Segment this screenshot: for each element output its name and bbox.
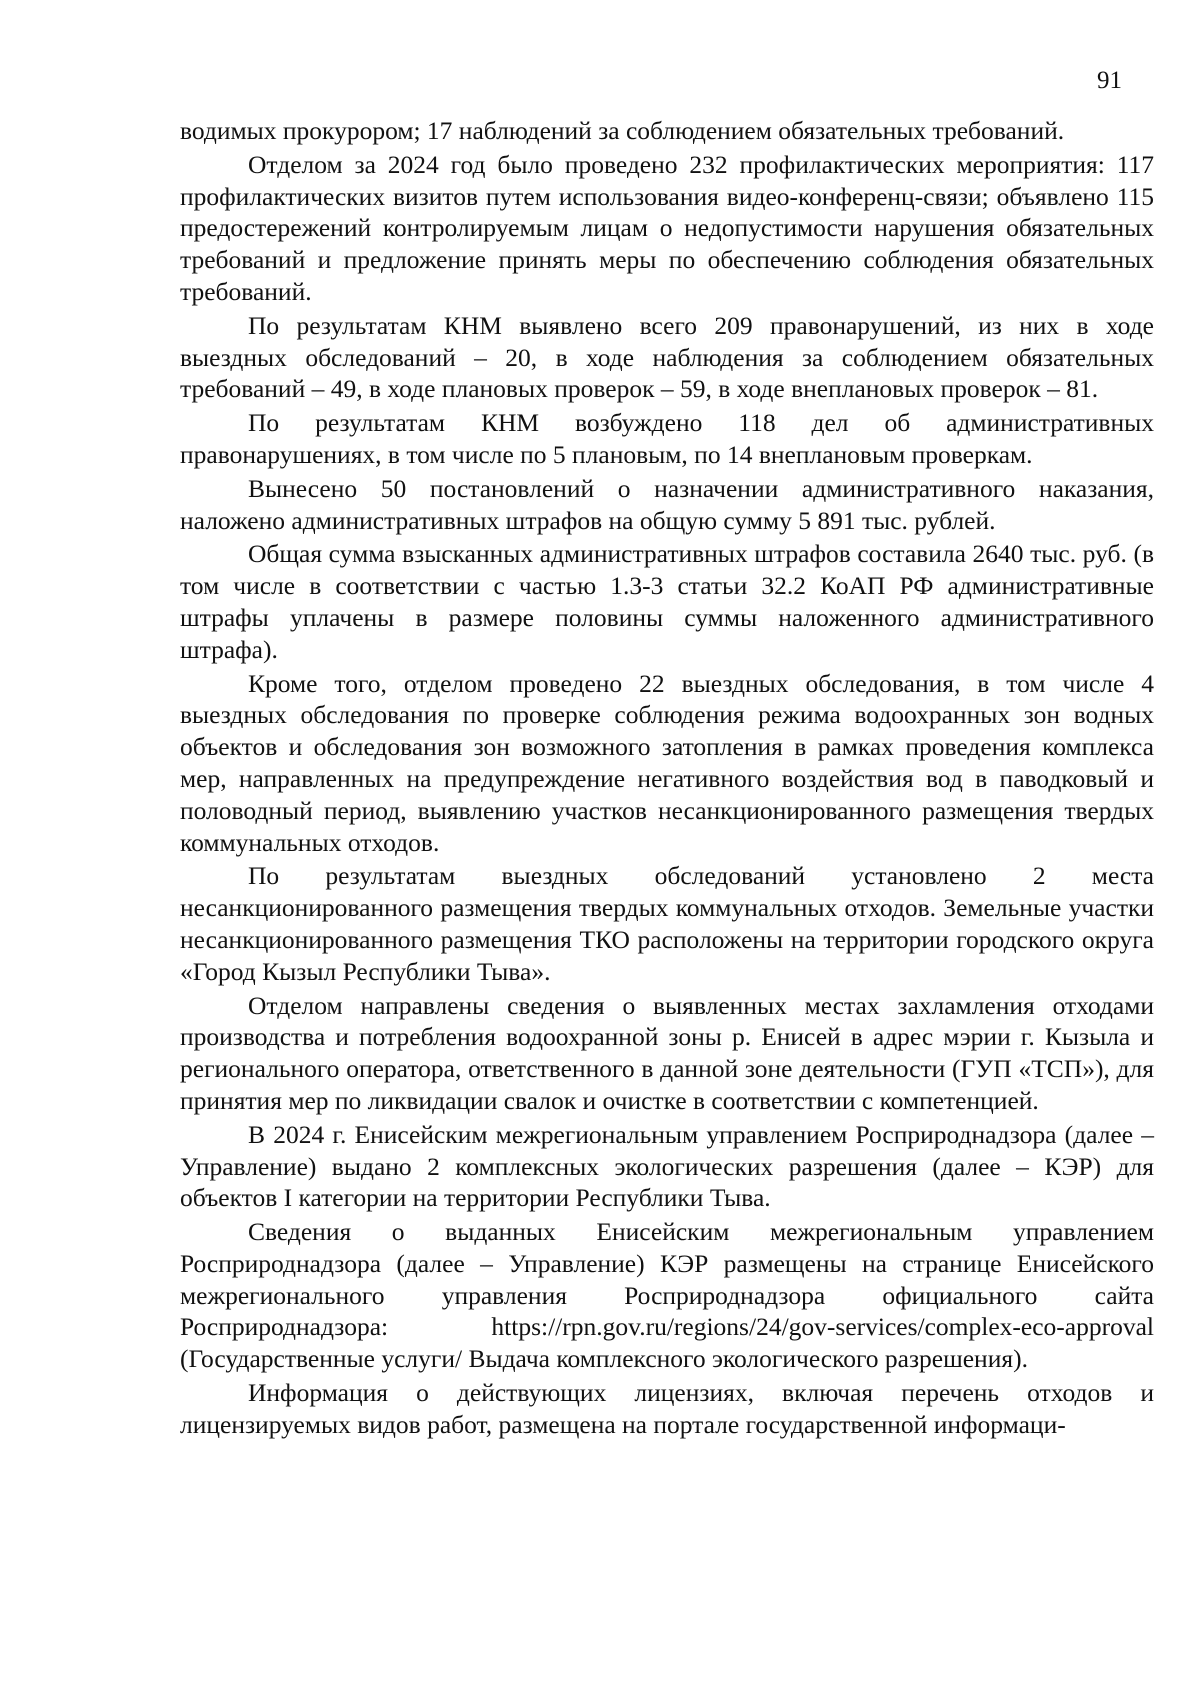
paragraph-prevention-measures: Отделом за 2024 год было проведено 232 профилактических мероприятия: 117 профилактических визитов путем использования видео-конференц-связи; объявлено 115 предостережений контролируемым лицам о недопустимости нарушения обязательных требований и предложение принять меры по обеспечению соблюдения обязательных требований. (180, 149, 1154, 306)
paragraph-waste-sites: По результатам выездных обследований установлено 2 места несанкционированного размещения твердых коммунальных отходов. Земельные участки несанкционированного размещения ТКО расположены на территории городского округа «Город Кызыл Республики Тыва». (180, 861, 1154, 986)
paragraph-permit-information: Сведения о выданных Енисейским межрегиональным управлением Росприроднадзора (далее – Управление) КЭР размещены на странице Енисейского межрегионального управления Росприроднадзора официального сайта Росприроднадзора: https://rpn.gov.ru/regions/24/gov-services/complex-eco-approval (Государственные услуги/ Выдача комплексного экологического разрешения). (180, 1217, 1154, 1374)
page-number: 91 (1097, 67, 1122, 94)
document-body (180, 115, 1154, 1443)
paragraph-administrative-cases: По результатам КНМ возбуждено 118 дел об административных правонарушениях, в том числе по 5 плановым, по 14 внеплановым проверкам. (180, 408, 1154, 469)
paragraph-information-sent: Отделом направлены сведения о выявленных местах захламления отходами производства и потребления водоохранной зоны р. Енисей в адрес мэрии г. Кызыла и регионального оператора, ответственного в данной зоне деятельности (ГУП «ТСП»), для принятия мер по ликвидации свалок и очистке в соответствии с компетенцией. (180, 990, 1154, 1115)
paragraph-violations-found: По результатам КНМ выявлено всего 209 правонарушений, из них в ходе выездных обследований – 20, в ходе наблюдения за соблюдением обязательных требований – 49, в ходе плановых проверок – 59, в ходе внеплановых проверок – 81. (180, 310, 1154, 404)
paragraph-license-information: Информация о действующих лицензиях, включая перечень отходов и лицензируемых видов работ, размещена на портале государственной информаци- (180, 1378, 1154, 1439)
paragraph-permits-issued: В 2024 г. Енисейским межрегиональным управлением Росприроднадзора (далее – Управление) выдано 2 комплексных экологических разрешения (далее – КЭР) для объектов I категории на территории Республики Тыва. (180, 1119, 1154, 1213)
paragraph-fines-collected: Общая сумма взысканных административных штрафов составила 2640 тыс. руб. (в том числе в соответствии с частью 1.3-3 статьи 32.2 КоАП РФ административные штрафы уплачены в размере половины суммы наложенного административного штрафа). (180, 539, 1154, 664)
paragraph-continuation: водимых прокурором; 17 наблюдений за соблюдением обязательных требований. (180, 116, 1065, 145)
paragraph-resolutions: Вынесено 50 постановлений о назначении административного наказания, наложено административных штрафов на общую сумму 5 891 тыс. рублей. (180, 473, 1154, 535)
paragraph-field-inspections: Кроме того, отделом проведено 22 выездных обследования, в том числе 4 выездных обследования по проверке соблюдения режима водоохранных зон водных объектов и обследования зон возможного затопления в рамках проведения комплекса мер, направленных на предупреждение негативного воздействия вод в паводковый и половодный период, выявлению участков несанкционированного размещения твердых коммунальных отходов. (180, 668, 1154, 857)
